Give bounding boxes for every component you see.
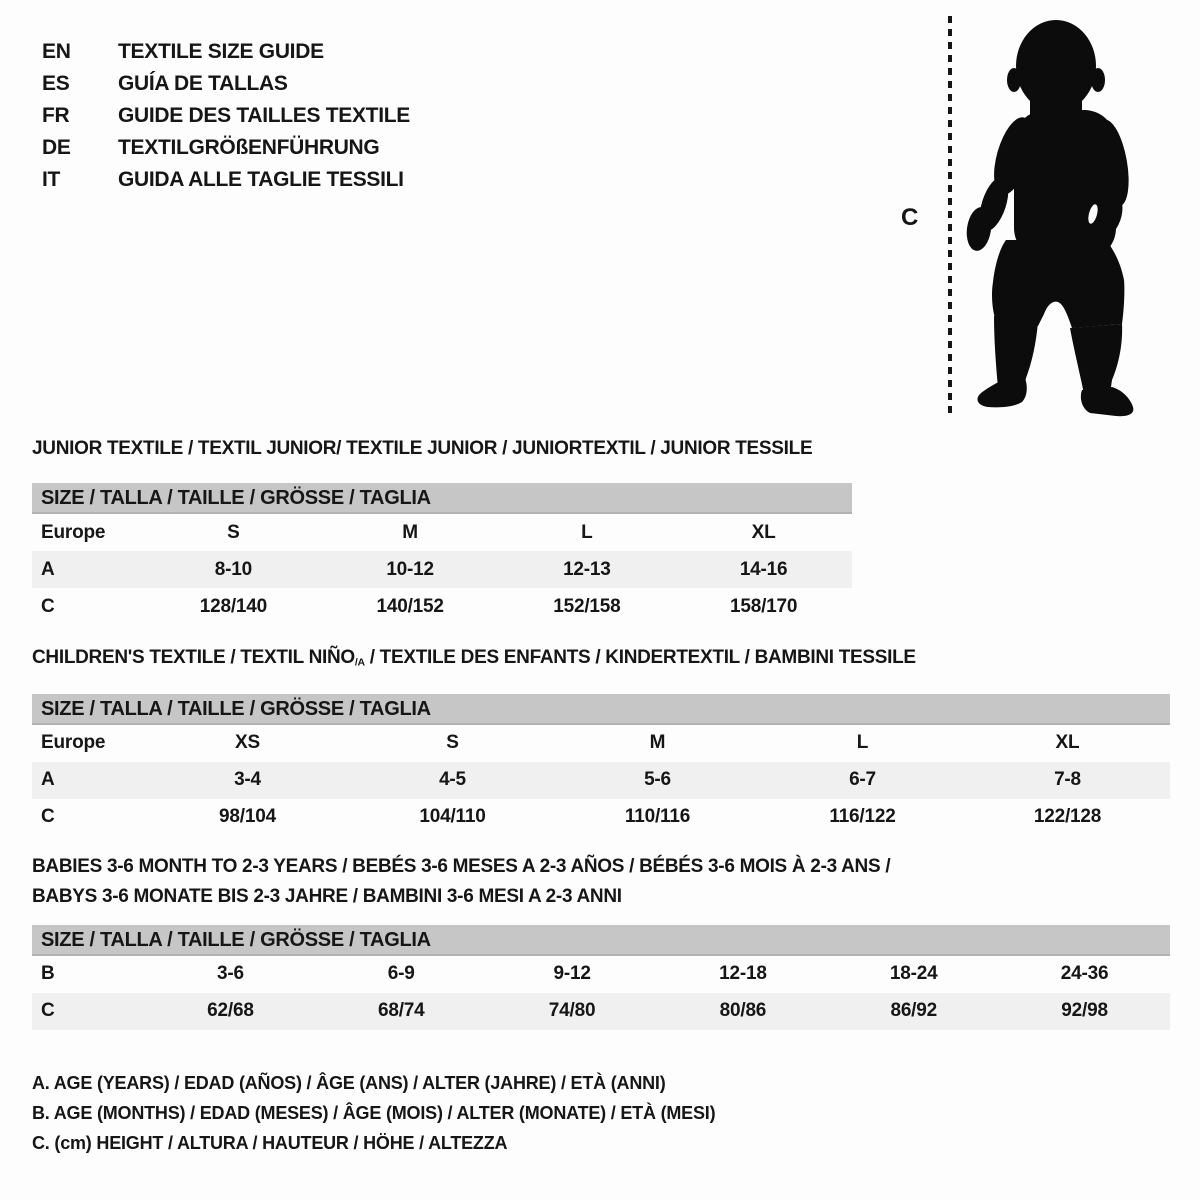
children-title-suffix: / TEXTILE DES ENFANTS / KINDERTEXTIL / BAMBINI TESSILE — [364, 647, 916, 668]
language-row — [42, 68, 410, 100]
table-cell: S — [227, 521, 240, 543]
table-cell: 152/158 — [553, 595, 621, 617]
language-label: TEXTILGRÖßENFÜHRUNG — [118, 136, 380, 159]
size-header-bar: SIZE / TALLA / TAILLE / GRÖSSE / TAGLIA — [32, 694, 1170, 725]
row-label: C — [41, 1000, 55, 1022]
table-cell: 8-10 — [214, 558, 252, 580]
size-guide-content — [32, 437, 1170, 1158]
language-row — [42, 100, 410, 132]
row-label: A — [41, 769, 55, 791]
table-cell: 24-36 — [1060, 963, 1109, 985]
table-cell: 68/74 — [377, 1000, 425, 1022]
size-header-bar: SIZE / TALLA / TAILLE / GRÖSSE / TAGLIA — [32, 483, 852, 514]
table-row — [32, 956, 1170, 993]
language-code: ES — [42, 72, 70, 95]
table-cell: 158/170 — [729, 595, 798, 617]
table-cell: XL — [1055, 732, 1080, 754]
table-row — [32, 514, 852, 551]
language-row — [42, 164, 410, 196]
row-label: C — [41, 806, 55, 828]
language-code: DE — [42, 136, 71, 159]
table-row — [32, 799, 1170, 836]
table-cell: S — [446, 732, 459, 754]
table-cell: 98/104 — [219, 806, 276, 828]
row-label: B — [41, 963, 55, 985]
height-dashed-line — [948, 16, 952, 416]
table-cell: 116/122 — [829, 806, 896, 828]
babies-size-table — [32, 925, 1170, 1030]
table-cell: XS — [235, 732, 260, 754]
table-cell: 9-12 — [553, 963, 591, 985]
table-cell: 5-6 — [644, 769, 671, 791]
junior-title: JUNIOR TEXTILE / TEXTIL JUNIOR/ TEXTILE JUNIOR / JUNIORTEXTIL / JUNIOR TESSILE — [32, 438, 813, 459]
table-cell: 3-6 — [216, 963, 244, 985]
table-cell: 10-12 — [386, 558, 434, 580]
children-title-subscript: /A — [354, 657, 365, 669]
junior-size-table — [32, 483, 852, 625]
children-size-table — [32, 694, 1170, 836]
language-label: GUÍA DE TALLAS — [118, 72, 288, 95]
children-title — [32, 646, 1170, 675]
table-cell: 6-7 — [849, 769, 876, 791]
language-code: EN — [42, 40, 71, 63]
table-cell: 14-16 — [739, 558, 788, 580]
table-cell: M — [402, 521, 418, 543]
table-cell: 86/92 — [890, 1000, 937, 1022]
babies-title-line1: BABIES 3-6 MONTH TO 2-3 YEARS / BEBÉS 3-6 MESES A 2-3 AÑOS / BÉBÉS 3-6 MOIS À 2-3 ANS / — [32, 855, 891, 877]
language-label: GUIDA ALLE TAGLIE TESSILI — [118, 168, 404, 191]
language-code: FR — [42, 104, 70, 127]
table-row — [32, 993, 1170, 1030]
legend — [32, 1068, 1170, 1158]
babies-title-line2: BABYS 3-6 MONATE BIS 2-3 JAHRE / BAMBINI 3-6 MESI A 2-3 ANNI — [32, 885, 622, 907]
height-line-label: C — [901, 204, 919, 231]
size-header-bar: SIZE / TALLA / TAILLE / GRÖSSE / TAGLIA — [32, 925, 1170, 956]
row-label: C — [41, 595, 55, 617]
section-junior — [32, 437, 1170, 625]
table-cell: 18-24 — [889, 963, 938, 985]
table-cell: 140/152 — [376, 595, 444, 617]
table-cell: 74/80 — [548, 1000, 596, 1022]
table-row — [32, 762, 1170, 799]
language-code: IT — [42, 168, 61, 191]
table-cell: 7-8 — [1054, 769, 1081, 791]
table-row — [32, 588, 852, 625]
language-row — [42, 36, 410, 68]
language-list — [42, 36, 410, 196]
section-children — [32, 646, 1170, 836]
table-cell: 12-18 — [719, 963, 767, 985]
table-cell: 80/86 — [719, 1000, 767, 1022]
table-row — [32, 725, 1170, 762]
row-label: Europe — [41, 521, 106, 543]
table-cell: M — [649, 732, 666, 754]
table-cell: 104/110 — [419, 806, 486, 828]
row-label: Europe — [41, 732, 106, 754]
toddler-silhouette-icon — [966, 18, 1140, 418]
children-title-prefix: CHILDREN'S TEXTILE / TEXTIL NIÑO — [32, 647, 355, 668]
table-cell: 92/98 — [1061, 1000, 1108, 1022]
language-label: GUIDE DES TAILLES TEXTILE — [118, 104, 410, 127]
table-cell: 6-9 — [387, 963, 415, 985]
row-label: A — [41, 558, 55, 580]
legend-line-a: A. AGE (YEARS) / EDAD (AÑOS) / ÂGE (ANS) / ALTER (JAHRE) / ETÀ (ANNI) — [32, 1072, 666, 1093]
language-label: TEXTILE SIZE GUIDE — [118, 40, 324, 63]
table-row — [32, 551, 852, 588]
table-cell: 122/128 — [1033, 806, 1102, 828]
table-cell: L — [581, 521, 593, 543]
table-cell: 4-5 — [439, 769, 466, 791]
legend-line-c: C. (cm) HEIGHT / ALTURA / HAUTEUR / HÖHE / ALTEZZA — [32, 1132, 508, 1153]
table-cell: 110/116 — [624, 806, 691, 828]
table-cell: 3-4 — [234, 769, 261, 791]
language-row — [42, 132, 410, 164]
table-cell: 12-13 — [563, 558, 611, 580]
table-cell: 62/68 — [207, 1000, 254, 1022]
table-cell: XL — [751, 521, 776, 543]
legend-line-b: B. AGE (MONTHS) / EDAD (MESES) / ÂGE (MOIS) / ALTER (MONATE) / ETÀ (MESI) — [32, 1102, 716, 1123]
table-cell: 128/140 — [199, 595, 268, 617]
section-babies — [32, 852, 1170, 1030]
table-cell: L — [856, 732, 869, 754]
